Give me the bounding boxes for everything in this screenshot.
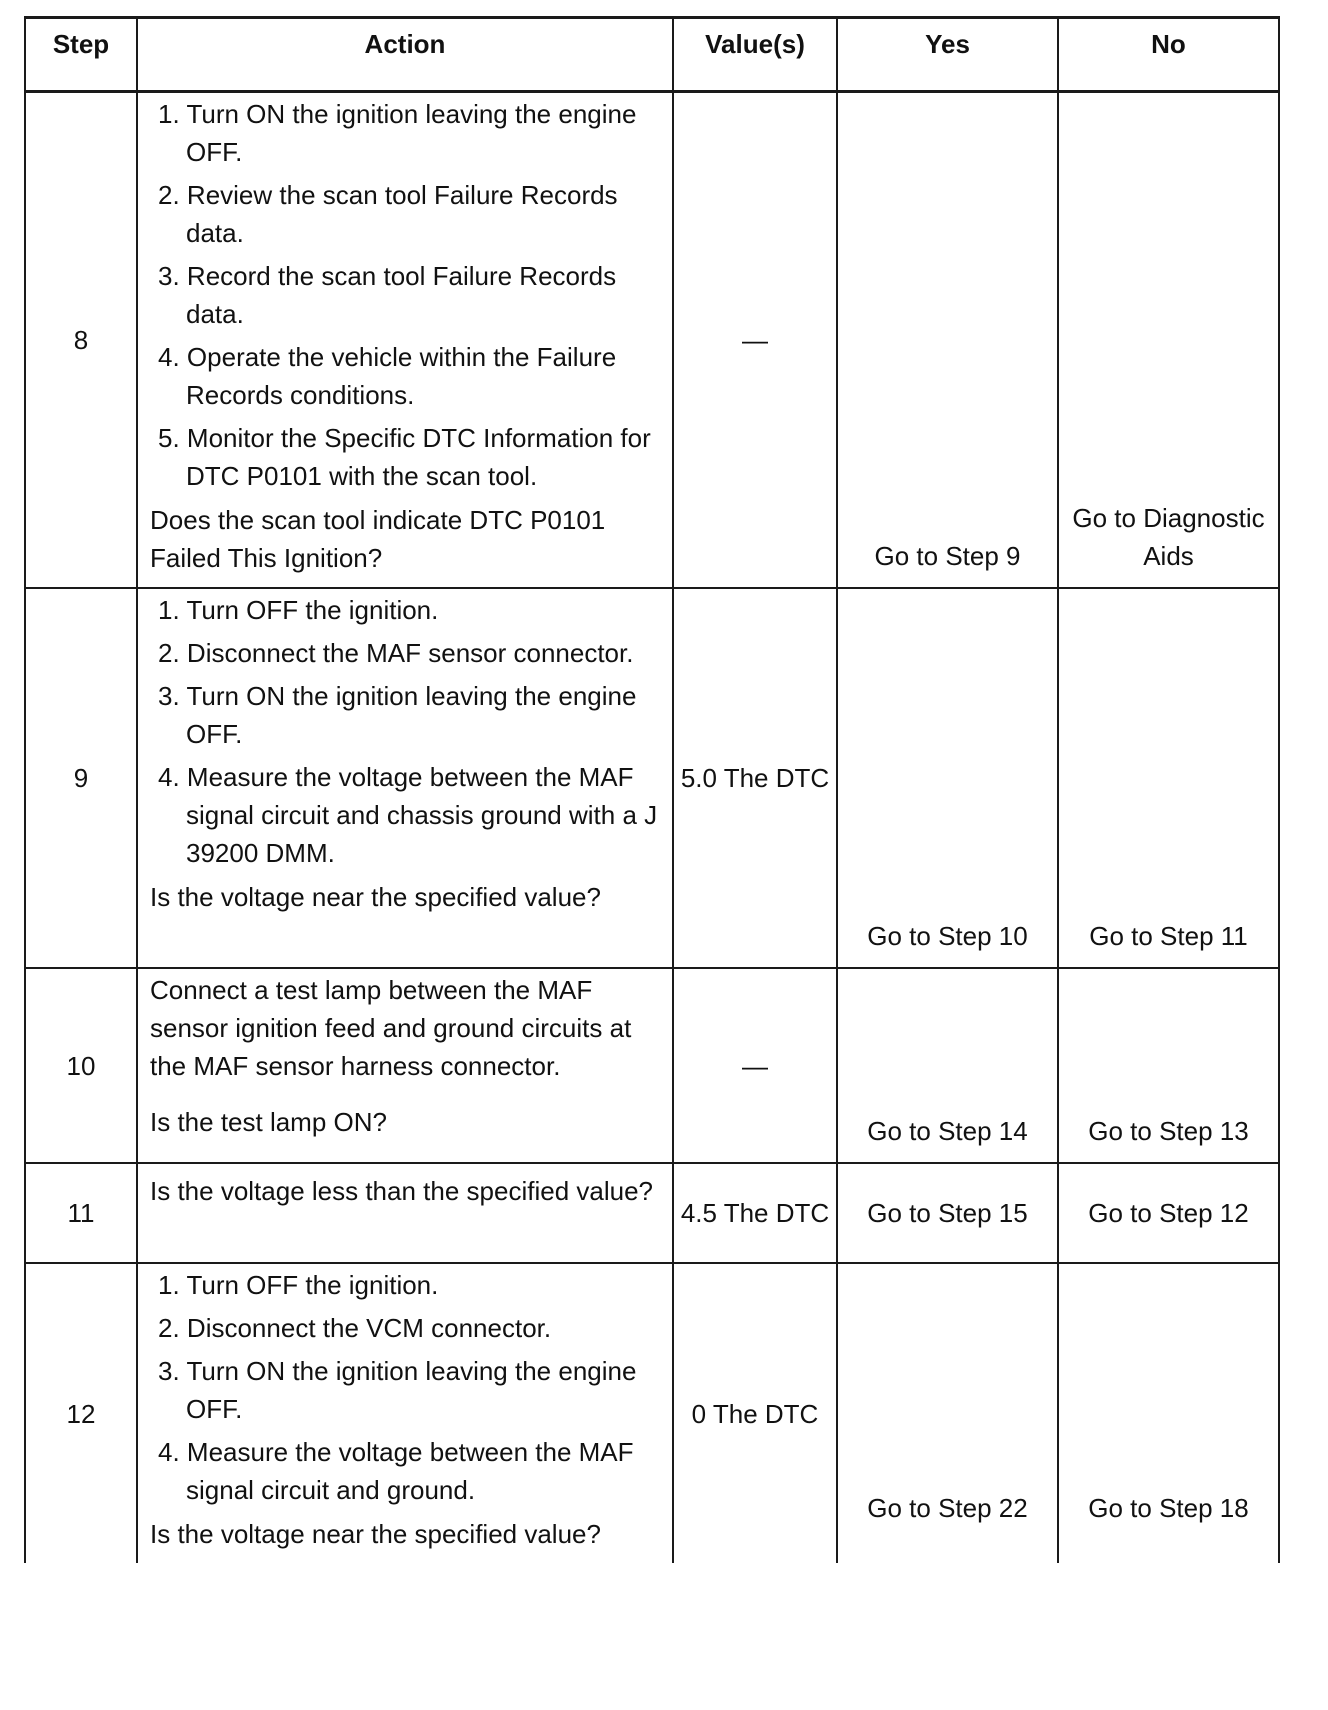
action-item xyxy=(150,338,662,414)
action-question: Is the test lamp ON? xyxy=(150,1107,387,1137)
item-text: Turn OFF the ignition. xyxy=(186,1270,439,1300)
diagnostic-table-page xyxy=(24,16,1278,1710)
step-number: 10 xyxy=(25,968,137,1163)
header-step: Step xyxy=(25,18,137,92)
no-cell: Go to Step 12 xyxy=(1058,1163,1279,1263)
action-paragraph: Connect a test lamp between the MAF sensor ignition feed and ground circuits at the MAF sensor harness connector. xyxy=(150,975,632,1081)
table-row xyxy=(25,1163,1279,1263)
item-number: 4. xyxy=(158,762,180,792)
item-number: 1. xyxy=(158,99,180,129)
value-cell: 0 The DTC xyxy=(673,1263,837,1563)
action-item xyxy=(150,419,662,495)
action-question: Is the voltage less than the specified value? xyxy=(150,1176,653,1206)
action-item xyxy=(150,95,662,171)
action-cell xyxy=(137,968,673,1163)
table-row xyxy=(25,968,1279,1163)
step-number: 8 xyxy=(25,92,137,589)
item-number: 3. xyxy=(158,261,180,291)
action-item xyxy=(150,1433,662,1509)
header-action: Action xyxy=(137,18,673,92)
item-number: 1. xyxy=(158,1270,180,1300)
action-item xyxy=(150,1309,662,1347)
no-cell: Go to Step 11 xyxy=(1058,588,1279,968)
item-text: Operate the vehicle within the Failure Records conditions. xyxy=(186,342,617,410)
action-item xyxy=(150,176,662,252)
item-text: Turn ON the ignition leaving the engine OFF. xyxy=(186,1356,637,1424)
no-cell: Go to Step 18 xyxy=(1058,1263,1279,1563)
action-cell xyxy=(137,1163,673,1263)
action-cell xyxy=(137,588,673,968)
yes-cell: Go to Step 9 xyxy=(837,92,1058,589)
item-text: Measure the voltage between the MAF signal circuit and chassis ground with a J 39200 DMM. xyxy=(186,762,658,868)
item-number: 4. xyxy=(158,342,180,372)
step-number: 12 xyxy=(25,1263,137,1563)
item-text: Turn ON the ignition leaving the engine OFF. xyxy=(186,99,637,167)
yes-cell: Go to Step 14 xyxy=(837,968,1058,1163)
item-text: Monitor the Specific DTC Information for DTC P0101 with the scan tool. xyxy=(186,423,651,491)
header-no: No xyxy=(1058,18,1279,92)
table-row xyxy=(25,1263,1279,1563)
value-cell: — xyxy=(673,968,837,1163)
item-number: 1. xyxy=(158,595,180,625)
table-row xyxy=(25,588,1279,968)
header-row xyxy=(25,18,1279,92)
item-text: Disconnect the VCM connector. xyxy=(186,1313,552,1343)
no-cell: Go to Diagnostic Aids xyxy=(1058,92,1279,589)
no-cell: Go to Step 13 xyxy=(1058,968,1279,1163)
item-number: 5. xyxy=(158,423,180,453)
item-text: Measure the voltage between the MAF signal circuit and ground. xyxy=(186,1437,634,1505)
action-item xyxy=(150,591,662,629)
item-number: 2. xyxy=(158,638,180,668)
table-row xyxy=(25,92,1279,589)
value-cell: 5.0 The DTC xyxy=(673,588,837,968)
value-cell: — xyxy=(673,92,837,589)
item-number: 2. xyxy=(158,180,180,210)
item-text: Turn ON the ignition leaving the engine OFF. xyxy=(186,681,637,749)
item-text: Turn OFF the ignition. xyxy=(186,595,439,625)
item-text: Disconnect the MAF sensor connector. xyxy=(186,638,634,668)
value-cell: 4.5 The DTC xyxy=(673,1163,837,1263)
action-cell xyxy=(137,92,673,589)
header-values: Value(s) xyxy=(673,18,837,92)
yes-cell: Go to Step 10 xyxy=(837,588,1058,968)
action-item xyxy=(150,1352,662,1428)
action-item xyxy=(150,257,662,333)
action-cell xyxy=(137,1263,673,1563)
item-number: 3. xyxy=(158,681,180,711)
action-question: Is the voltage near the specified value? xyxy=(150,1519,601,1549)
action-question: Is the voltage near the specified value? xyxy=(150,882,601,912)
item-text: Record the scan tool Failure Records data. xyxy=(186,261,617,329)
action-item xyxy=(150,677,662,753)
action-item xyxy=(150,634,662,672)
action-item xyxy=(150,1266,662,1304)
item-text: Review the scan tool Failure Records data. xyxy=(186,180,618,248)
step-number: 9 xyxy=(25,588,137,968)
step-number: 11 xyxy=(25,1163,137,1263)
diagnostic-table xyxy=(24,16,1280,1563)
action-question: Does the scan tool indicate DTC P0101 Failed This Ignition? xyxy=(150,505,606,573)
yes-cell: Go to Step 15 xyxy=(837,1163,1058,1263)
item-number: 2. xyxy=(158,1313,180,1343)
item-number: 4. xyxy=(158,1437,180,1467)
action-item xyxy=(150,758,662,872)
item-number: 3. xyxy=(158,1356,180,1386)
yes-cell: Go to Step 22 xyxy=(837,1263,1058,1563)
header-yes: Yes xyxy=(837,18,1058,92)
